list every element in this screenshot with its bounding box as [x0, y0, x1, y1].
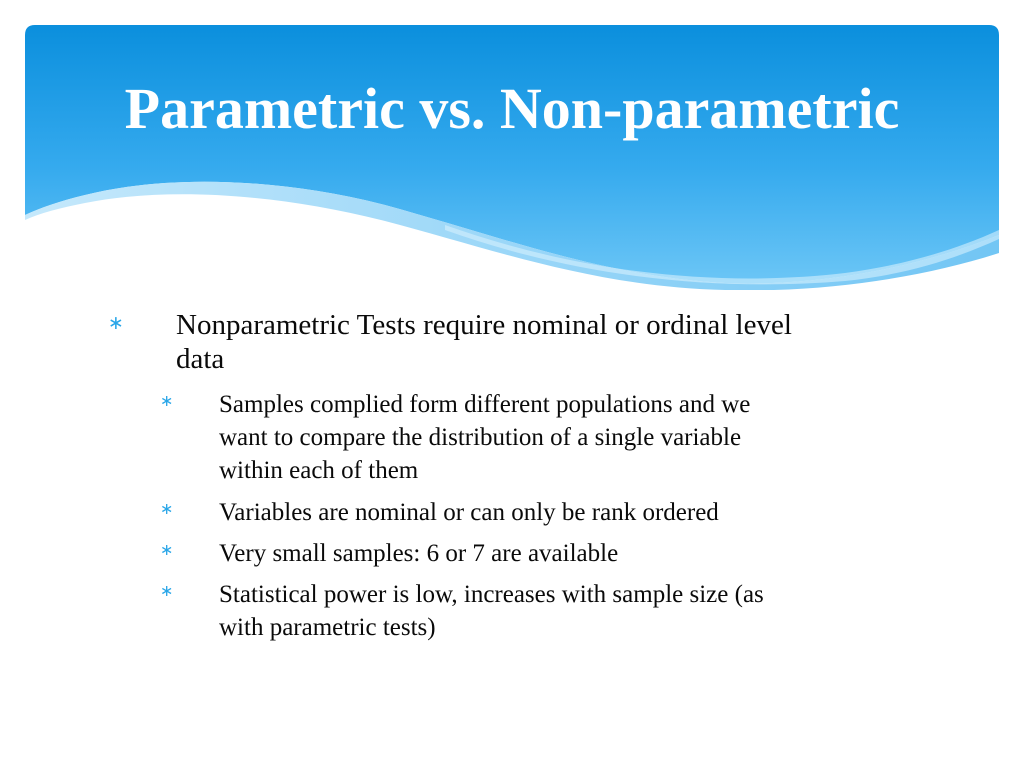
asterisk-bullet-icon: ∗: [160, 540, 174, 559]
bullet-text-line: Very small samples: 6 or 7 are available: [219, 540, 619, 567]
bullet-text-line: Samples complied form different populations and we: [219, 391, 751, 418]
bullet-text-line: within each of them: [219, 457, 419, 484]
slide-title: Parametric vs. Non-parametric: [124, 76, 900, 141]
asterisk-bullet-icon: ∗: [108, 312, 124, 334]
bullet-text: [219, 388, 919, 487]
bullet-text: [176, 308, 916, 376]
asterisk-bullet-icon: ∗: [160, 581, 174, 600]
bullet-text-line: Statistical power is low, increases with sample size (as: [219, 581, 764, 608]
asterisk-bullet-icon: ∗: [160, 499, 174, 518]
bullet-text-line: want to compare the distribution of a single variable: [219, 424, 742, 451]
bullet-text-line: Nonparametric Tests require nominal or ordinal level: [176, 309, 792, 341]
asterisk-bullet-icon: ∗: [160, 391, 174, 410]
bullet-text-line: data: [176, 343, 225, 375]
bullet-text-line: with parametric tests): [219, 614, 436, 641]
bullet-text-line: Variables are nominal or can only be rank ordered: [219, 499, 719, 526]
bullet-text: [219, 537, 919, 570]
bullet-text: [219, 578, 919, 644]
bullet-text: [219, 496, 919, 529]
